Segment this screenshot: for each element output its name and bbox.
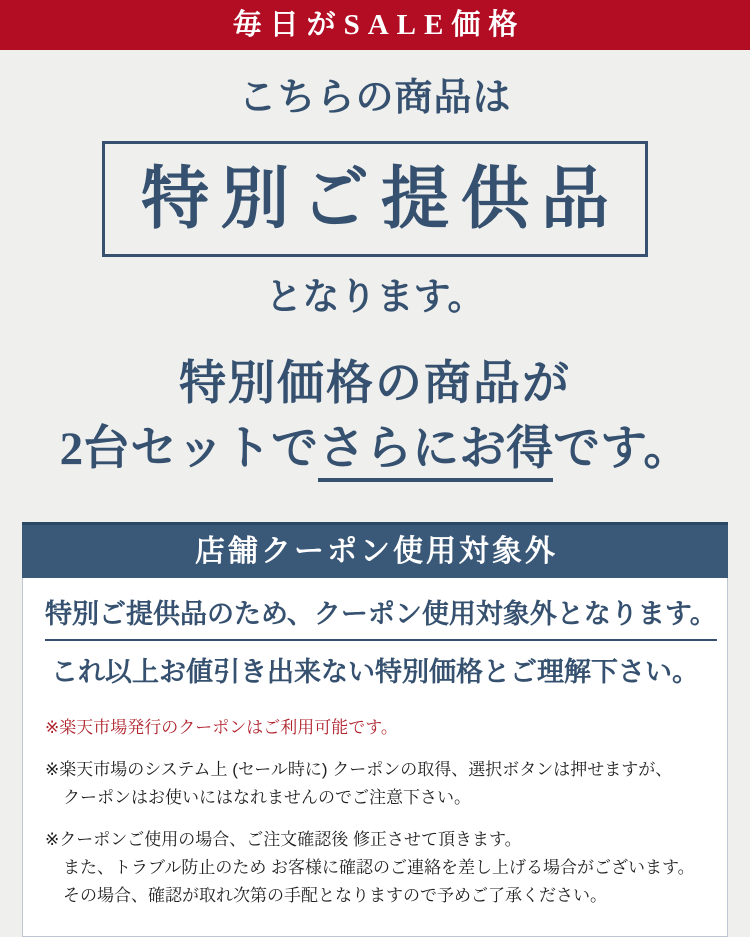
coupon-exclusion-header-text: 店舗クーポン使用対象外 [195, 534, 558, 568]
note-order-correction [45, 826, 705, 910]
price-appeal-line2-prefix: 2台セットで [59, 423, 319, 476]
note-system-limitation [45, 756, 705, 812]
sale-price-banner [0, 0, 750, 50]
coupon-notes [45, 714, 705, 910]
coupon-statement-2: これ以上お値引き出来ない特別価格とご理解下さい。 [51, 656, 699, 687]
coupon-exclusion-header [22, 522, 728, 578]
after-box-line: となります。 [265, 276, 485, 318]
price-appeal-line1: 特別価格の商品が [179, 358, 571, 411]
note-system-limitation-line1: ※楽天市場のシステム上 (セール時に) クーポンの取得、選択ボタンは押せますが、 [45, 759, 673, 779]
note-system-limitation-line2: クーポンはお使いにはなれませんのでご注意下さい。 [63, 787, 471, 807]
price-appeal [0, 352, 750, 482]
intro-line: こちらの商品は [238, 77, 512, 119]
price-appeal-line2-underlined: さらにお得 [318, 424, 553, 482]
note-order-correction-line1: ※クーポンご使用の場合、ご注文確認後 修正させて頂きます。 [45, 829, 522, 849]
special-offer-box [102, 141, 648, 257]
price-appeal-line2-suffix: です。 [553, 423, 691, 476]
note-order-correction-line2: また、トラブル防止のため お客様に確認のご連絡を差し上げる場合がございます。 [63, 857, 695, 877]
coupon-exclusion-body [22, 578, 728, 937]
price-appeal-line2 [0, 417, 750, 482]
coupon-statement-1-text: 特別ご提供品のため、クーポン使用対象外となります。 [45, 598, 717, 641]
sale-price-banner-text: 毎日がSALE価格 [232, 8, 526, 41]
note-order-correction-line3: その場合、確認が取れ次第の手配となりますので予めご了承ください。 [63, 885, 607, 905]
coupon-statement-1 [45, 598, 717, 641]
special-offer-text: 特別ご提供品 [140, 160, 621, 237]
note-rakuten-coupon-usable: ※楽天市場発行のクーポンはご利用可能です。 [45, 717, 398, 737]
